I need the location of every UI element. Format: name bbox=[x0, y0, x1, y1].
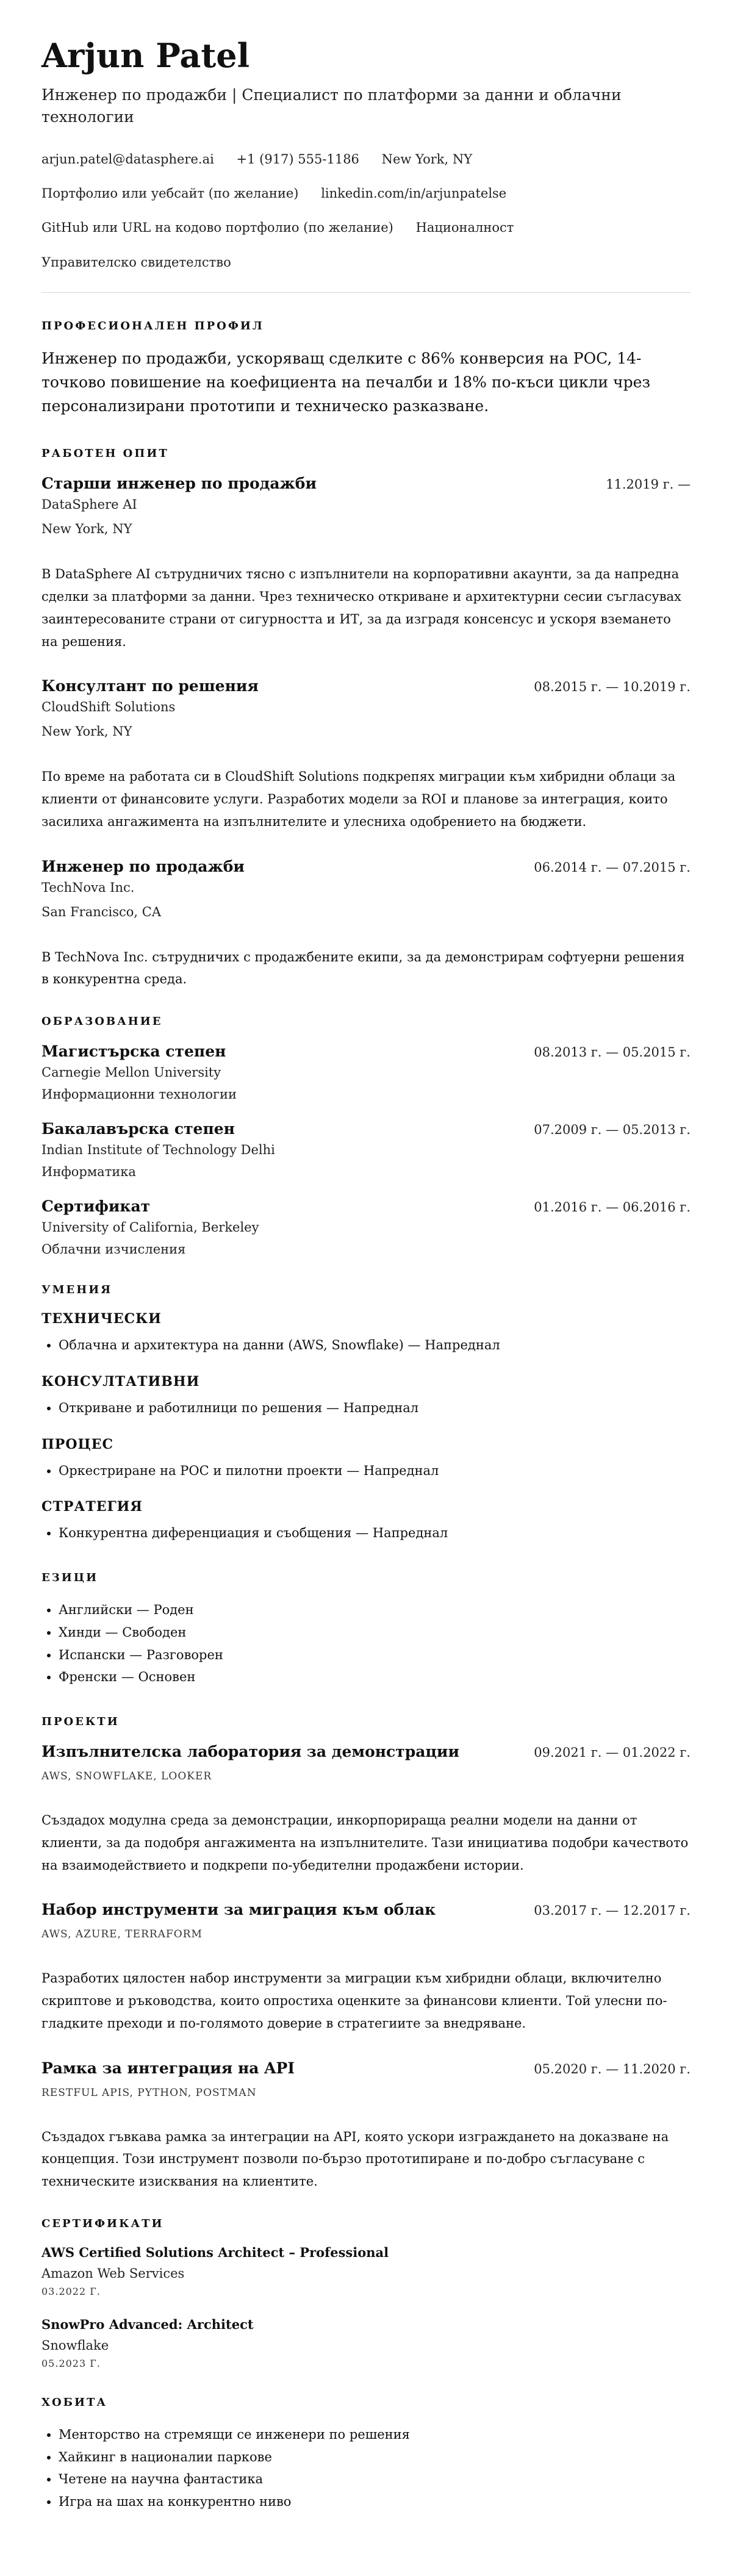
experience-entry bbox=[41, 475, 691, 653]
project-date: 09.2021 г. — 01.2022 г. bbox=[534, 1745, 691, 1760]
certification-entry bbox=[41, 2317, 691, 2369]
header-divider bbox=[41, 292, 691, 293]
job-role: Старши инженер по продажби bbox=[41, 475, 317, 493]
study-field: Информационни технологии bbox=[41, 1087, 237, 1102]
school-name: Indian Institute of Technology Delhi bbox=[41, 1143, 275, 1158]
certification-name: AWS Certified Solutions Architect – Professional bbox=[41, 2244, 389, 2260]
github-label: GitHub или URL на кодово портфолио (по желание) bbox=[41, 220, 393, 235]
job-description: В TechNova Inc. сътрудничих с продажбените екипи, за да демонстрирам софтуерни решения в конкурентна среда. bbox=[41, 949, 685, 987]
skill-item: • Облачна и архитектура на данни (AWS, Snowflake) — Напреднал bbox=[59, 1334, 691, 1357]
certificate-label: Управителско свидетелство bbox=[41, 254, 231, 270]
degree-title: Сертификат bbox=[41, 1197, 151, 1216]
job-date: 11.2019 г. — bbox=[606, 477, 691, 492]
project-description: Създадох модулна среда за демонстрации, инкорпорираща реални модели на данни от клиенти, за да подобря ангажимента на изпълнителите. Тази инициатива подобри качеството на взаимодействието и подкрепи по-убедителни продажбени истории. bbox=[41, 1813, 689, 1873]
degree-title: Бакалавърска степен bbox=[41, 1120, 235, 1138]
skills-heading: УМЕНИЯ bbox=[41, 1283, 113, 1297]
job-date: 06.2014 г. — 07.2015 г. bbox=[534, 859, 691, 875]
skill-list bbox=[41, 1397, 691, 1419]
contact-line-extra bbox=[41, 219, 691, 237]
project-name: Набор инструменти за миграция към облак bbox=[41, 1901, 436, 1919]
certification-date: 03.2022 Г. bbox=[41, 2285, 101, 2297]
candidate-name: Arjun Patel bbox=[41, 36, 250, 75]
hobby-item: • Игра на шах на конкурентно ниво bbox=[59, 2491, 691, 2513]
job-company: DataSphere AI bbox=[41, 497, 137, 512]
skill-item: • Откриване и работилници по решения — Напреднал bbox=[59, 1397, 691, 1419]
certification-date: 05.2023 Г. bbox=[41, 2357, 101, 2369]
education-entry bbox=[41, 1120, 691, 1179]
hobby-item: • Менторство на стремящи се инженери по решения bbox=[59, 2424, 691, 2446]
profile-heading: ПРОФЕСИОНАЛЕН ПРОФИЛ bbox=[41, 320, 264, 333]
experience-entry bbox=[41, 858, 691, 991]
degree-title: Магистърска степен bbox=[41, 1042, 226, 1061]
linkedin-link[interactable]: linkedin.com/in/arjunpatelse bbox=[321, 185, 507, 201]
project-date: 05.2020 г. — 11.2020 г. bbox=[534, 2061, 691, 2076]
experience-entry bbox=[41, 677, 691, 833]
education-heading: ОБРАЗОВАНИЕ bbox=[41, 1015, 163, 1028]
skill-category: ПРОЦЕС bbox=[41, 1436, 114, 1452]
skill-list bbox=[41, 1334, 691, 1357]
language-item: • Френски — Основен bbox=[59, 1666, 691, 1688]
job-description: В DataSphere AI сътрудничих тясно с изпълнители на корпоративни акаунти, за да напредна сделки за платформи за данни. Чрез техническо откриване и архитектурни сесии съгласувах заинтересованите страни от сигурността и ИТ, за да изградя консенсус и ускоря вземането на решения. bbox=[41, 567, 681, 649]
certification-name: SnowPro Advanced: Architect bbox=[41, 2316, 254, 2332]
nationality-label: Националност bbox=[415, 220, 514, 235]
project-name: Рамка за интеграция на API bbox=[41, 2059, 295, 2077]
projects-heading: ПРОЕКТИ bbox=[41, 1715, 120, 1729]
project-description: Разработих цялостен набор инструменти за миграции към хибридни облаци, включително скриптове и ръководства, които опростиха оценките за финансови клиенти. Той улесни по-гладките преходи и по-голямото доверие в стратегиите за внедряване. bbox=[41, 1971, 667, 2031]
school-name: University of California, Berkeley bbox=[41, 1220, 259, 1235]
job-role: Инженер по продажби bbox=[41, 857, 245, 875]
project-tech: AWS, SNOWFLAKE, LOOKER bbox=[41, 1770, 212, 1783]
job-date: 08.2015 г. — 10.2019 г. bbox=[534, 680, 691, 695]
skill-category: КОНСУЛТАТИВНИ bbox=[41, 1373, 200, 1390]
school-name: Carnegie Mellon University bbox=[41, 1065, 221, 1080]
hobby-item: • Четене на научна фантастика bbox=[59, 2468, 691, 2491]
contact-line-links bbox=[41, 185, 691, 203]
job-role: Консултант по решения bbox=[41, 677, 259, 695]
hobby-list bbox=[41, 2424, 691, 2513]
language-item: • Английски — Роден bbox=[59, 1599, 691, 1621]
hobbies-heading: ХОБИТА bbox=[41, 2395, 108, 2409]
study-field: Облачни изчисления bbox=[41, 1242, 186, 1257]
project-name: Изпълнителска лаборатория за демонстрации bbox=[41, 1743, 459, 1761]
project-entry bbox=[41, 1743, 691, 1876]
certification-issuer: Snowflake bbox=[41, 2337, 109, 2353]
skill-list bbox=[41, 1460, 691, 1482]
job-company: CloudShift Solutions bbox=[41, 700, 176, 715]
degree-date: 07.2009 г. — 05.2013 г. bbox=[534, 1122, 691, 1138]
email-link[interactable]: arjun.patel@datasphere.ai bbox=[41, 151, 214, 167]
skill-category: СТРАТЕГИЯ bbox=[41, 1499, 143, 1515]
job-location: New York, NY bbox=[41, 724, 132, 739]
certification-entry bbox=[41, 2245, 691, 2297]
certifications-heading: СЕРТИФИКАТИ bbox=[41, 2217, 164, 2230]
education-entry bbox=[41, 1197, 691, 1257]
language-item: • Испански — Разговорен bbox=[59, 1644, 691, 1667]
phone-text: +1 (917) 555-1186 bbox=[236, 151, 359, 167]
skill-item: • Конкурентна диференциация и съобщения — Напреднал bbox=[59, 1522, 691, 1545]
project-date: 03.2017 г. — 12.2017 г. bbox=[534, 1903, 691, 1918]
languages-heading: ЕЗИЦИ bbox=[41, 1571, 99, 1585]
language-list bbox=[41, 1599, 691, 1688]
project-tech: AWS, AZURE, TERRAFORM bbox=[41, 1928, 203, 1941]
study-field: Информатика bbox=[41, 1164, 136, 1180]
candidate-title: Инженер по продажби | Специалист по платформи за данни и облачни технологии bbox=[41, 86, 622, 126]
job-description: По време на работата си в CloudShift Solutions подкрепях миграции към хибридни облаци за клиенти от финансовите услуги. Разработих модели за ROI и планове за интеграция, които засилиха ангажимента на изпълнителите и улесниха одобрението на бюджети. bbox=[41, 769, 676, 829]
job-location: San Francisco, CA bbox=[41, 904, 162, 919]
skill-category: ТЕХНИЧЕСКИ bbox=[41, 1311, 162, 1327]
project-entry bbox=[41, 1901, 691, 2034]
location-text: New York, NY bbox=[381, 151, 473, 167]
degree-date: 08.2013 г. — 05.2015 г. bbox=[534, 1045, 691, 1060]
job-location: New York, NY bbox=[41, 522, 132, 537]
job-company: TechNova Inc. bbox=[41, 880, 135, 895]
hobby-item: • Хайкинг в националии паркове bbox=[59, 2446, 691, 2469]
contact-line-certificate bbox=[41, 254, 691, 271]
project-description: Създадох гъвкава рамка за интеграции на API, която ускори изграждането на доказване на концепция. Този инструмент позволи по-бързо прототипиране и по-добро съгласуване с техническите изисквания на клиентите. bbox=[41, 2129, 669, 2189]
certification-issuer: Amazon Web Services bbox=[41, 2266, 185, 2281]
education-entry bbox=[41, 1042, 691, 1102]
profile-text: Инженер по продажби, ускоряващ сделките с 86% конверсия на POC, 14-точково повишение на коефициента на печалби и 18% по-къси цикли чрез персонализирани прототипи и техническо разказване. bbox=[41, 350, 650, 415]
contact-line-primary bbox=[41, 151, 691, 168]
project-tech: RESTFUL APIS, PYTHON, POSTMAN bbox=[41, 2086, 257, 2099]
skill-list bbox=[41, 1522, 691, 1545]
portfolio-label: Портфолио или уебсайт (по желание) bbox=[41, 185, 299, 201]
skill-item: • Оркестриране на POC и пилотни проекти — Напреднал bbox=[59, 1460, 691, 1482]
degree-date: 01.2016 г. — 06.2016 г. bbox=[534, 1200, 691, 1215]
experience-heading: РАБОТЕН ОПИТ bbox=[41, 447, 169, 461]
language-item: • Хинди — Свободен bbox=[59, 1621, 691, 1644]
project-entry bbox=[41, 2059, 691, 2193]
